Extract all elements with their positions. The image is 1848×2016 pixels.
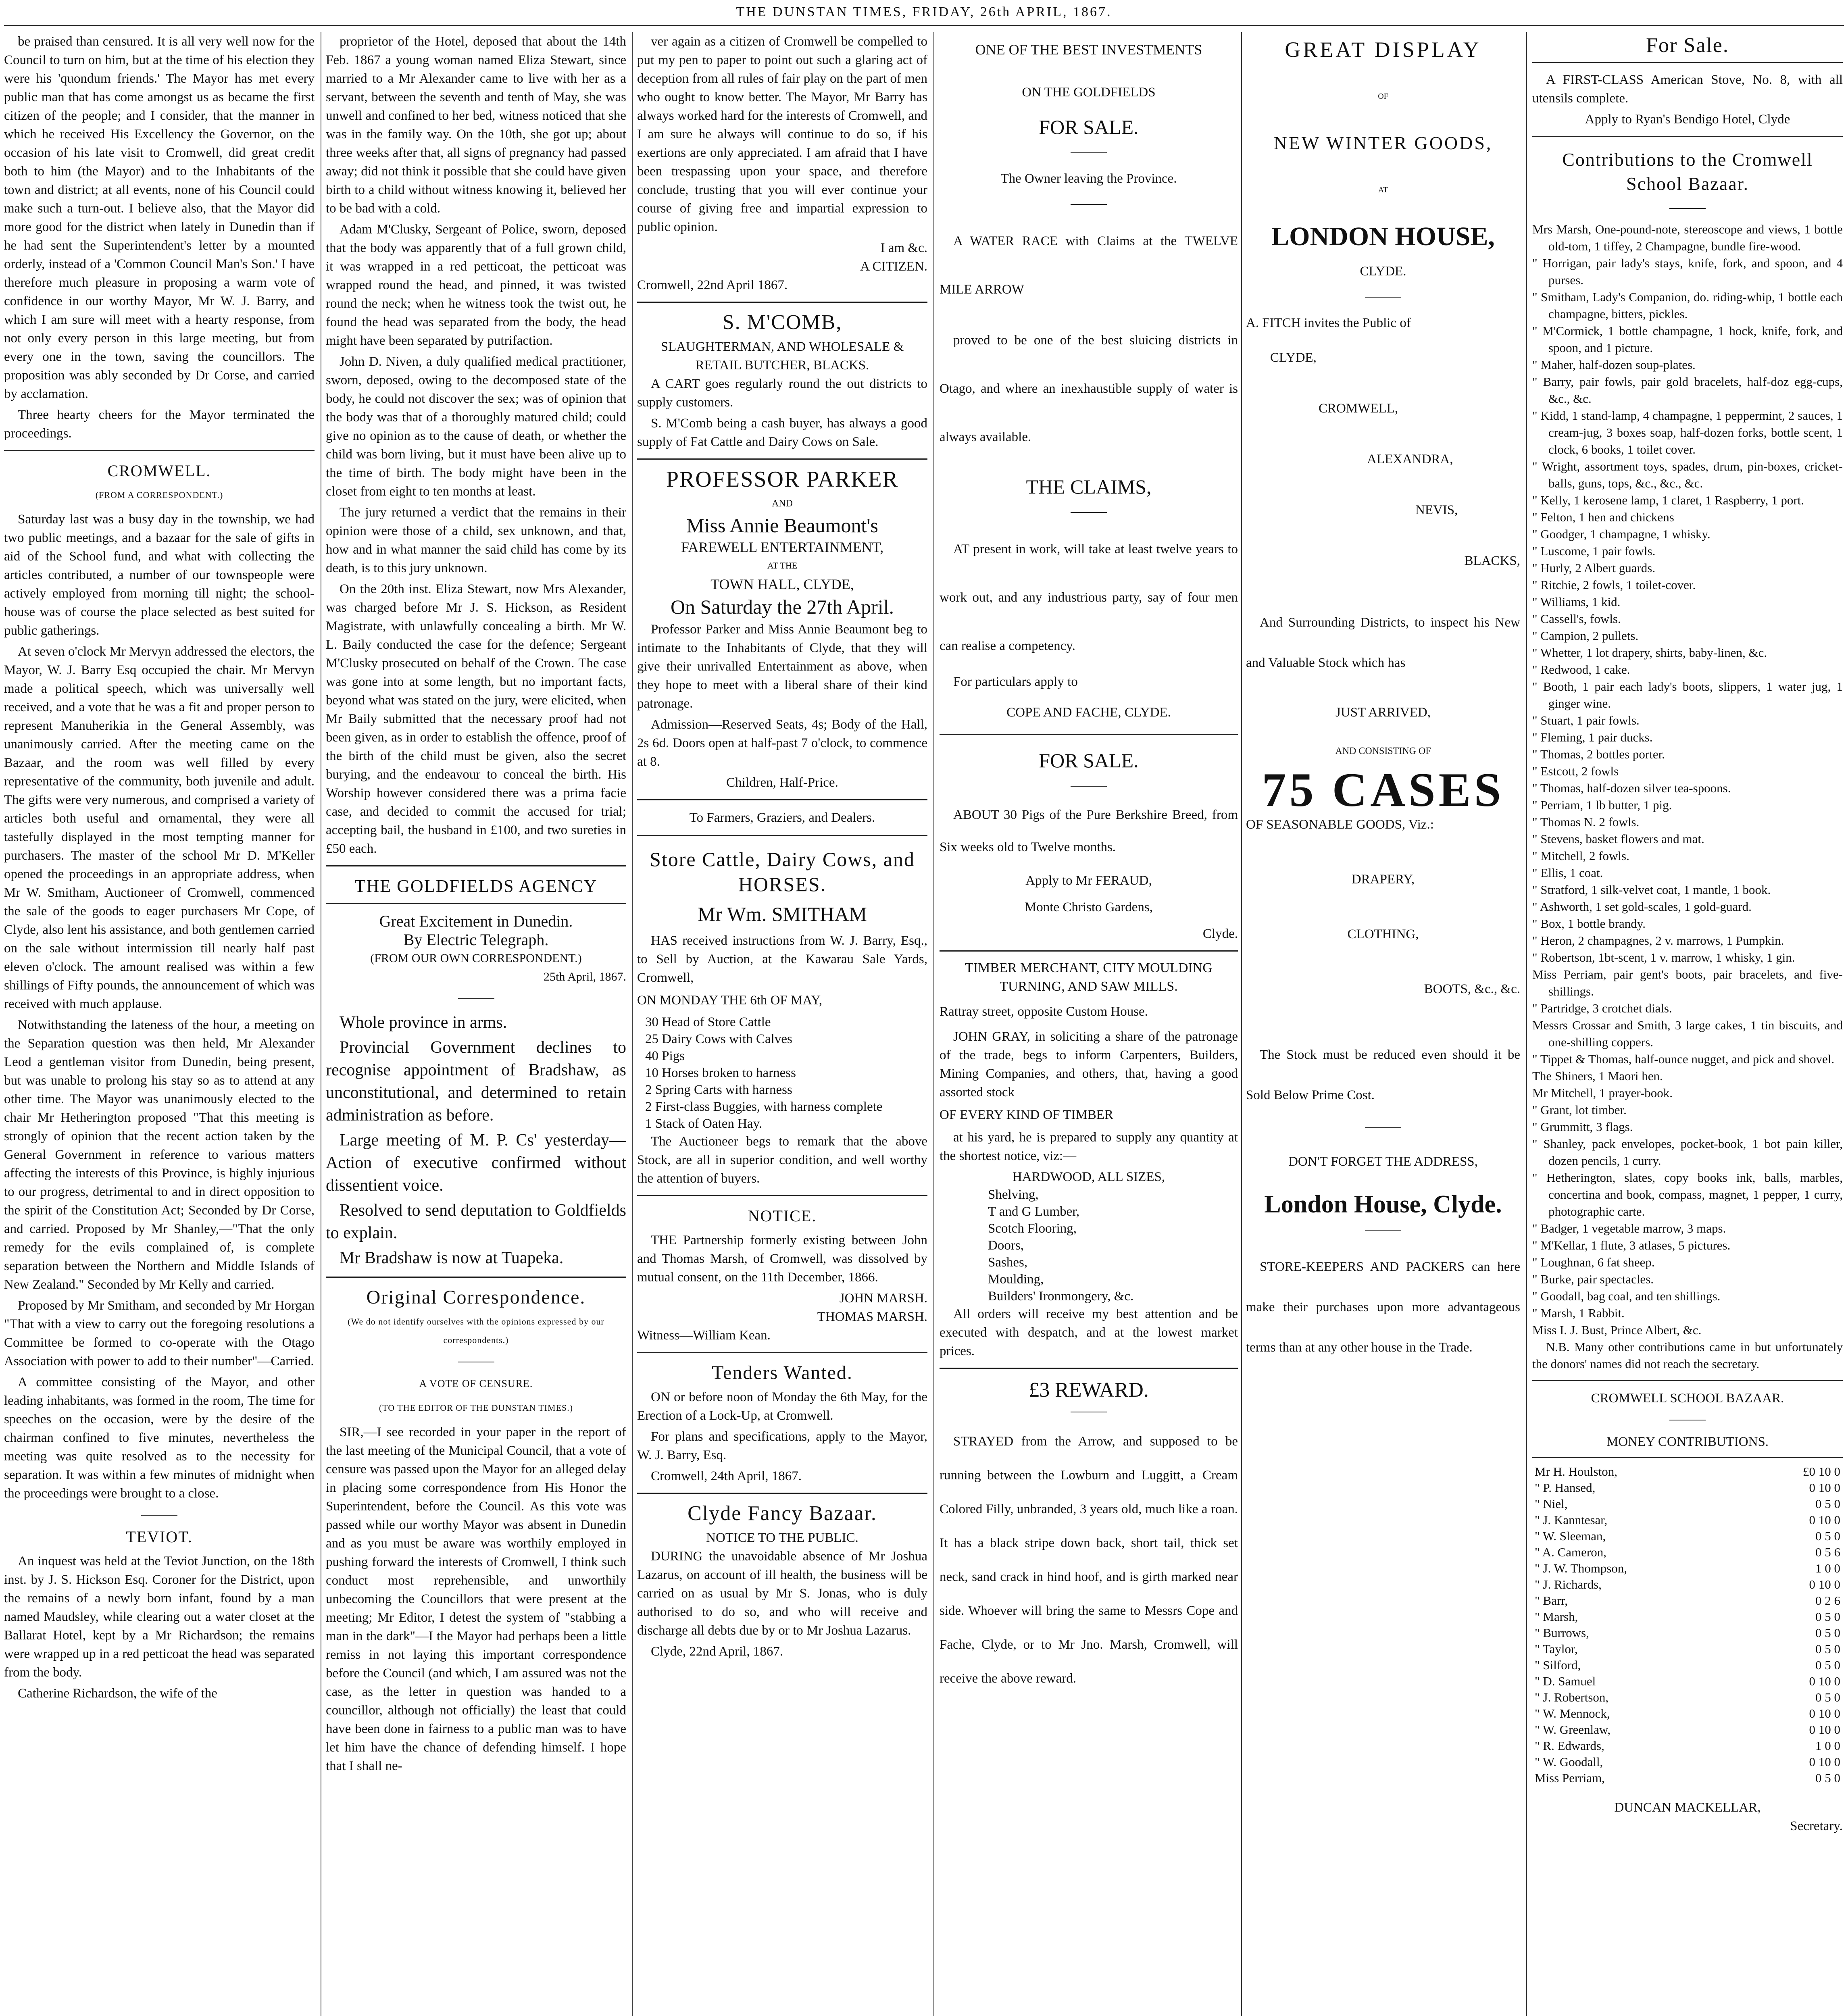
editorial-note: (We do not identify ourselves with the opinions expressed by our correspondents.) — [348, 1316, 604, 1345]
divider — [940, 1368, 1238, 1369]
ad-paragraph: The Stock must be reduced even should it be Sold Below Prime Cost. — [1246, 1048, 1520, 1102]
ad-text: Rattray street, opposite Custom House. — [940, 1004, 1148, 1019]
ad-text: FAREWELL ENTERTAINMENT, — [681, 539, 884, 555]
ad-subheading: NOTICE TO THE PUBLIC. — [706, 1531, 858, 1545]
telegram-headline: Great Excitement in Dunedin. — [379, 912, 573, 930]
ad-heading: NEW WINTER GOODS, — [1273, 133, 1493, 153]
donation-amount: 0 5 0 — [1815, 1690, 1840, 1704]
ad-paragraph: Cromwell, 24th April, 1867. — [651, 1469, 802, 1483]
donation-amount: 0 10 0 — [1809, 1513, 1840, 1527]
list-item: The Shiners, 1 Maori hen. — [1532, 1069, 1663, 1083]
list-item: 40 Pigs — [645, 1049, 685, 1063]
ad-heading: S. M'COMB, — [722, 311, 842, 334]
ad-text: AT THE — [767, 560, 798, 571]
list-item: " Cassell's, fowls. — [1532, 612, 1621, 626]
donation-amount: 0 5 0 — [1815, 1642, 1840, 1656]
ad-heading: Clyde Fancy Bazaar. — [688, 1502, 877, 1525]
donor-name: " W. Mennock, — [1535, 1706, 1610, 1720]
donor-name: " W. Greenlaw, — [1535, 1722, 1610, 1737]
donation-amount: 0 10 0 — [1809, 1577, 1840, 1591]
ad-heading: For Sale. — [1646, 34, 1729, 57]
list-item: " Hurly, 2 Albert guards. — [1532, 561, 1656, 575]
ad-paragraph: STORE-KEEPERS AND PACKERS can here make their purchases upon more advantageous terms than at any other house in the Trade. — [1246, 1260, 1520, 1355]
table-row — [1532, 1770, 1843, 1786]
donation-amount: 1 0 0 — [1815, 1739, 1840, 1753]
table-row — [1532, 1512, 1843, 1528]
town-name: BLACKS, — [1464, 554, 1520, 568]
divider — [326, 865, 626, 866]
list-item: " Goodall, bag coal, and ten shillings. — [1532, 1289, 1721, 1303]
list-item: " Tippet & Thomas, half-ounce nugget, and pick and shovel. — [1532, 1052, 1835, 1066]
timber-items — [940, 1186, 1238, 1305]
article-paragraph: ver again as a citizen of Cromwell be compelled to put my pen to paper to point out such a glaring act of deception from all rules of fair play on the part of men who ought to know better. The Mayor, Mr Barry has always worked hard for the interests of Cromwell, and I am sure he always will continue to do so, if his exertions are only appreciated. I am afraid that I have been trespassing upon your space, and therefore conclude, trusting that you will ever continue your course of giving free and impartial expression to public opinion. — [637, 34, 927, 234]
ad-heading: THE CLAIMS, — [1026, 475, 1152, 498]
article-paragraph: An inquest was held at the Teviot Junction, on the 18th inst. by J. S. Hickson Esq. Coroner for the District, upon the remains of a newly born infant, found by a man named Maudsley, while clearing out a water closet at the Ballarat Hotel, kept by a Mr Richardson; the remains were wrapped up in a red petticoat the head was separated from the body. — [4, 1554, 315, 1680]
ad-paragraph: S. M'Comb being a cash buyer, has always a good supply of Fat Cattle and Dairy Cows on Sale. — [637, 416, 927, 449]
ad-heading: Store Cattle, Dairy Cows, and HORSES. — [650, 848, 915, 896]
list-item: " Mitchell, 2 fowls. — [1532, 849, 1629, 863]
list-item: " Robertson, 1bt-scent, 1 v. marrow, 1 whisky, 1 gin. — [1532, 950, 1795, 964]
ad-paragraph: Admission—Reserved Seats, 4s; Body of the Hall, 2s 6d. Doors open at half-past 7 o'clock, to commence at 8. — [637, 717, 927, 769]
ad-text: DON'T FORGET THE ADDRESS, — [1288, 1154, 1478, 1169]
ad-heading: £3 REWARD. — [1029, 1379, 1149, 1402]
ad-paragraph: The Auctioneer begs to remark that the above Stock, are all in superior condition, and well worthy the attention of buyers. — [637, 1134, 927, 1186]
list-item: 30 Head of Store Cattle — [645, 1015, 771, 1029]
list-item: " Estcott, 2 fowls — [1532, 764, 1619, 778]
donation-amount: 0 5 0 — [1815, 1626, 1840, 1640]
donation-amount: 1 0 0 — [1815, 1561, 1840, 1575]
donor-name: " R. Edwards, — [1535, 1739, 1604, 1753]
donation-amount: 0 10 0 — [1809, 1722, 1840, 1737]
ad-paragraph: N.B. Many other contributions came in but unfortunately the donors' names did not reach the secretary. — [1532, 1340, 1843, 1371]
ad-paragraph: A CART goes regularly round the out districts to supply customers. — [637, 377, 927, 410]
list-item: Moulding, — [988, 1272, 1044, 1287]
list-item: Miss I. J. Bust, Prince Albert, &c. — [1532, 1323, 1702, 1337]
divider — [637, 1352, 927, 1353]
list-item: " Felton, 1 hen and chickens — [1532, 510, 1674, 524]
divider — [637, 1493, 927, 1494]
ad-text: Witness—William Kean. — [637, 1328, 771, 1343]
ad-subheading: SLAUGHTERMAN, AND WHOLESALE & RETAIL BUTCHER, BLACKS. — [660, 339, 904, 373]
list-item: Doors, — [988, 1238, 1024, 1253]
list-item: " Smitham, Lady's Companion, do. riding-whip, 1 bottle each champagne, bitters, pickles. — [1532, 290, 1843, 321]
column-rule — [632, 32, 633, 2016]
table-row — [1532, 1689, 1843, 1706]
goods-kind: BOOTS, &c., &c. — [1424, 982, 1520, 996]
article-paragraph: Adam M'Clusky, Sergeant of Police, sworn, deposed that the body was apparently that of a full grown child, it was wrapped in a red petticoat, the petticoat was wrapped round the head, and pinned, it was twisted round the neck; when he witness took the twist out, he found the head was separated from the body, the head might have been separated by putrifaction. — [326, 222, 626, 348]
ad-paragraph: Professor Parker and Miss Annie Beaumont beg to intimate to the Inhabitants of Clyde, that they will give their unrivalled Entertainment as above, when they hope to meet with a liberal share of their kind patronage. — [637, 622, 927, 711]
list-item: " Thomas, 2 bottles porter. — [1532, 747, 1665, 761]
list-item: " Barry, pair fowls, pair gold bracelets, half-doz egg-cups, &c., &c. — [1532, 375, 1843, 406]
divider — [637, 302, 927, 303]
list-item: Scotch Flooring, — [988, 1221, 1077, 1236]
list-item: Sashes, — [988, 1255, 1028, 1270]
list-item: " Horrigan, pair lady's stays, knife, fork, and spoon, and 4 purses. — [1532, 256, 1843, 287]
divider — [940, 950, 1238, 952]
donor-name: " Barr, — [1535, 1593, 1568, 1608]
list-item: Miss Perriam, pair gent's boots, pair bracelets, and five-shillings. — [1532, 967, 1843, 998]
ad-paragraph: And Surrounding Districts, to inspect his New and Valuable Stock which has — [1246, 615, 1520, 670]
column-6 — [1532, 32, 1843, 2016]
divider — [1365, 1230, 1401, 1231]
article-paragraph: be praised than censured. It is all very well now for the Council to turn on him, but at the time of his election they were his 'quondum friends.' The Mayor has met every public man that has come amongst us as became the first citizen of the people; and I consider, that the manner in which he received His Excellency the Governor, on the occasion of his late visit to Cromwell, did great credit both to him (the Mayor) and to the Inhabitants of the town and district; at all events, none of his Council could make such a turn-out. I believe also, that the Mayor did more good for the district when lately in Dunedin than if he had sent the Superintendent's letter by a mounted orderly, instead of a 'Common Council Man's Son.' I have therefore much pleasure in proposing a warm vote of confidence in our worthy Mayor, Mr W. J. Barry, and which I am sure will meet with a hearty response, from not only every person in this large meeting, but from every one in the town, saving the councillors. The proposition was ably seconded by Dr Corse, and carried by acclamation. — [4, 34, 315, 401]
ad-text: Apply to Ryan's Bendigo Hotel, Clyde — [1585, 112, 1790, 127]
ad-text: Clyde. — [1202, 927, 1238, 941]
column-5 — [1246, 32, 1520, 2016]
telegram-item: Large meeting of M. P. Cs' yesterday—Action of executive confirmed without dissentient voice. — [326, 1131, 626, 1195]
ad-signature: THOMAS MARSH. — [817, 1310, 927, 1324]
section-heading: CROMWELL. — [107, 462, 211, 480]
article-paragraph: Saturday last was a busy day in the township, we had two public meetings, and a bazaar for the sale of gifts in aid of the School fund, and what with collecting the articles contributed, a number of our townspeople were actively employed from morning till night; the school-house was of course the place selected as best suited for public gatherings. — [4, 512, 315, 638]
ad-paragraph: ABOUT 30 Pigs of the Pure Berkshire Breed, from Six weeks old to Twelve months. — [940, 808, 1238, 854]
list-item: T and G Lumber, — [988, 1204, 1080, 1219]
ad-paragraph: DURING the unavoidable absence of Mr Joshua Lazarus, on account of ill health, the business will be carried on as usual by Mr S. Jonas, who is duly authorised to do so, and who will receive and discharge all debts due by or to Mr Joshua Lazarus. — [637, 1549, 927, 1638]
divider — [1071, 512, 1107, 513]
divider — [4, 450, 315, 451]
donor-name: " Silford, — [1535, 1658, 1581, 1672]
divider — [326, 1277, 626, 1278]
donor-name: " J. Robertson, — [1535, 1690, 1609, 1704]
divider — [637, 799, 927, 800]
column-4 — [940, 32, 1238, 2016]
list-item: " Partridge, 3 crotchet dials. — [1532, 1001, 1672, 1015]
ad-heading: FOR SALE. — [1039, 116, 1139, 138]
town-name: CROMWELL, — [1319, 401, 1398, 416]
ad-text: OF SEASONABLE GOODS, Viz.: — [1246, 817, 1434, 832]
list-item: 2 First-class Buggies, with harness complete — [645, 1100, 883, 1114]
list-item: " Burke, pair spectacles. — [1532, 1272, 1654, 1286]
ad-heading: LONDON HOUSE, — [1271, 222, 1495, 251]
ad-paragraph: JOHN GRAY, in soliciting a share of the patronage of the trade, begs to inform Carpenters, Builders, Mining Companies, and others, that, having a good assorted stock — [940, 1029, 1238, 1100]
column-3 — [637, 32, 927, 2016]
signature: DUNCAN MACKELLAR, — [1614, 1800, 1761, 1815]
ad-text: To Farmers, Graziers, and Dealers. — [689, 810, 875, 825]
table-row — [1532, 1560, 1843, 1577]
donor-name: " D. Samuel — [1535, 1674, 1596, 1688]
ad-paragraph: Clyde, 22nd April, 1867. — [651, 1644, 783, 1659]
letter-address: (TO THE EDITOR OF THE DUNSTAN TIMES.) — [379, 1403, 573, 1413]
contribution-list — [1532, 221, 1843, 1339]
section-heading: Original Correspondence. — [366, 1287, 586, 1308]
list-item: " Grummitt, 3 flags. — [1532, 1120, 1633, 1134]
ad-paragraph: ON or before noon of Monday the 6th May, for the Erection of a Lock-Up, at Cromwell. — [637, 1390, 927, 1423]
list-item: " Grant, lot timber. — [1532, 1103, 1627, 1117]
article-paragraph: proprietor of the Hotel, deposed that about the 14th Feb. 1867 a young woman named Eliza Stewart, since married to a Mr Alexander came to live with her as a servant, between the seventh and tenth of May, she was unwell and confined to her bed, witness noticed that she was in the family way. On the 10th, she got up; about three weeks after that, all signs of pregnancy had passed away; did not think it possible that she could have given birth to a child without witness knowing it, believed her to be bad with a cold. — [326, 34, 626, 216]
divider — [1071, 204, 1107, 205]
list-item: " Goodger, 1 champagne, 1 whisky. — [1532, 527, 1710, 541]
list-item: " Maher, half-dozen soup-plates. — [1532, 358, 1696, 372]
ad-heading: Tenders Wanted. — [712, 1362, 853, 1383]
donation-amount: 0 2 6 — [1815, 1593, 1840, 1608]
list-item: " Perriam, 1 lb butter, 1 pig. — [1532, 798, 1672, 812]
list-item: 10 Horses broken to harness — [645, 1066, 796, 1080]
table-row — [1532, 1544, 1843, 1560]
list-item: " Booth, 1 pair each lady's boots, slippers, 1 water jug, 1 ginger wine. — [1532, 679, 1843, 710]
column-rule — [1526, 32, 1527, 2016]
donation-amount: 0 5 0 — [1815, 1529, 1840, 1543]
letter-signoff: I am &c. — [880, 241, 927, 255]
ad-heading: London House, Clyde. — [1264, 1191, 1502, 1218]
donor-name: Miss Perriam, — [1535, 1771, 1605, 1785]
list-item: " Campion, 2 pullets. — [1532, 629, 1639, 643]
list-item: Builders' Ironmongery, &c. — [988, 1289, 1134, 1304]
ad-text: Apply to Mr FERAUD, — [1025, 873, 1152, 888]
town-name: CLYDE, — [1270, 350, 1317, 365]
ad-paragraph: STRAYED from the Arrow, and supposed to be running between the Lowburn and Luggitt, a Cream Colored Filly, unbranded, 3 years old, much like a roan. It has a black stripe down back, short tail, thick set neck, sand crack in hind hoof, and is girth marked near side. Whoever will bring the same to Messrs Cope and Fache, Clyde, or to Mr Jno. Marsh, Cromwell, will receive the above reward. — [940, 1434, 1238, 1686]
article-paragraph: Catherine Richardson, the wife of the — [18, 1686, 217, 1701]
donation-amount: 0 5 0 — [1815, 1658, 1840, 1672]
article-paragraph: John D. Niven, a duly qualified medical practitioner, sworn, deposed, owing to the decomposed state of the body, he could not discover the sex; was of opinion that the body was that of a thoroughly matured child; could give no opinion as to the cause of death, or whether the child was born living, but it must have been alive up to the time of birth. The body might have been in the closet from eight to ten months at least. — [326, 354, 626, 499]
letter-dateline: Cromwell, 22nd April 1867. — [637, 278, 788, 292]
divider — [1669, 208, 1706, 209]
ad-paragraph: For plans and specifications, apply to the Mayor, W. J. Barry, Esq. — [637, 1429, 927, 1462]
table-row — [1532, 1754, 1843, 1770]
ad-text: AND — [772, 498, 793, 509]
ad-paragraph: HAS received instructions from W. J. Barry, Esq., to Sell by Auction, at the Kawarau Sale Yards, Cromwell, — [637, 933, 927, 985]
table-row — [1532, 1593, 1843, 1609]
telegram-source: (FROM OUR OWN CORRESPONDENT.) — [370, 952, 582, 965]
auction-items — [637, 1014, 927, 1132]
list-item: 2 Spring Carts with harness — [645, 1083, 792, 1097]
ad-text: Monte Christo Gardens, — [1024, 900, 1153, 914]
section-heading: THE GOLDFIELDS AGENCY — [354, 876, 598, 896]
donation-amount: £0 10 0 — [1803, 1464, 1840, 1479]
list-item: Messrs Crossar and Smith, 3 large cakes, 1 tin biscuits, and one-shilling coppers. — [1532, 1018, 1843, 1049]
table-row — [1532, 1480, 1843, 1496]
ad-text: Children, Half-Price. — [726, 775, 838, 790]
divider — [1365, 297, 1401, 298]
donation-amount: 0 10 0 — [1809, 1755, 1840, 1769]
list-item: " Heron, 2 champagnes, 2 v. marrows, 1 Pumpkin. — [1532, 933, 1784, 948]
telegram-item: Resolved to send deputation to Goldfields to explain. — [326, 1201, 626, 1242]
telegram-item: Mr Bradshaw is now at Tuapeka. — [340, 1249, 564, 1267]
donation-amount: 0 10 0 — [1809, 1674, 1840, 1688]
ad-heading: TIMBER MERCHANT, CITY MOULDING TURNING, AND SAW MILLS. — [965, 960, 1213, 994]
ad-text: AT — [1378, 185, 1388, 194]
list-item: " Kidd, 1 stand-lamp, 4 champagne, 1 peppermint, 2 sauces, 1 cream-jug, 3 boxes soap, half-dozen forks, bottle scent, 1 clock, 6 books, 1 toilet cover. — [1532, 408, 1843, 456]
ad-heading: GREAT DISPLAY — [1285, 37, 1481, 62]
ad-text: OF — [1378, 92, 1388, 101]
divider — [637, 458, 927, 460]
ad-paragraph: AT present in work, will take at least twelve years to work out, and any industrious party, say of four men can realise a competency. — [940, 542, 1238, 653]
table-row — [1532, 1464, 1843, 1480]
donor-name: " J. Kanntesar, — [1535, 1513, 1608, 1527]
divider — [458, 998, 494, 999]
ad-text: The Owner leaving the Province. — [1000, 171, 1177, 186]
list-item: " Fleming, 1 pair ducks. — [1532, 730, 1653, 744]
ad-heading: PROFESSOR PARKER — [666, 467, 899, 492]
list-item: " Marsh, 1 Rabbit. — [1532, 1306, 1625, 1320]
telegram-date: 25th April, 1867. — [543, 970, 626, 983]
donation-amount: 0 5 6 — [1815, 1545, 1840, 1559]
list-item: 25 Dairy Cows with Calves — [645, 1032, 792, 1046]
ad-heading: ONE OF THE BEST INVESTMENTS — [975, 42, 1202, 58]
table-row — [1532, 1657, 1843, 1673]
list-item: " Stevens, basket flowers and mat. — [1532, 832, 1704, 846]
list-item: 1 Stack of Oaten Hay. — [645, 1116, 763, 1131]
donation-amount: 0 10 0 — [1809, 1706, 1840, 1720]
divider — [637, 835, 927, 836]
town-name: NEVIS, — [1415, 503, 1458, 517]
list-item: Shelving, — [988, 1187, 1039, 1202]
letter-signature: A CITIZEN. — [860, 259, 927, 274]
divider — [637, 1195, 927, 1196]
list-item: " Badger, 1 vegetable marrow, 3 maps. — [1532, 1221, 1726, 1235]
table-row — [1532, 1496, 1843, 1512]
article-paragraph: On the 20th inst. Eliza Stewart, now Mrs Alexander, was charged before Mr J. S. Hickson, as Resident Magistrate, with unlawfully concealing a birth. Mr W. L. Baily conducted the case for the defence; Sergeant M'Clusky prosecuted on behalf of the Crown. The case was gone into at some length, but no important facts, beyond what was stated on the jury, were elicited, when Mr Baily submitted that the necessary proof had not been given, as in order to establish the offence, proof of the birth of the child must be given, also the secret burying, and the endeavour to conceal the birth. His Worship however considered there was a prima facie case, and decided to commit the accused for trial; accepting bail, the husband in £100, and two sureties in £50 each. — [326, 582, 626, 856]
table-row — [1532, 1609, 1843, 1625]
list-item: Mr Mitchell, 1 prayer-book. — [1532, 1086, 1673, 1100]
money-table — [1532, 1464, 1843, 1786]
table-row — [1532, 1722, 1843, 1738]
list-item: " Luscome, 1 pair fowls. — [1532, 544, 1656, 558]
table-row — [1532, 1706, 1843, 1722]
list-item: " Wright, assortment toys, spades, drum, pin-boxes, cricket-balls, guns, tops, &c., &c., &c. — [1532, 459, 1843, 490]
list-item: " Shanley, pack envelopes, pocket-book, 1 bot pain killer, dozen pencils, 1 curry. — [1532, 1137, 1843, 1168]
divider — [1071, 786, 1107, 787]
ad-text: OF EVERY KIND OF TIMBER — [940, 1108, 1113, 1122]
list-item: " Ellis, 1 coat. — [1532, 866, 1603, 880]
donor-name: " A. Cameron, — [1535, 1545, 1606, 1559]
donor-name: " Burrows, — [1535, 1626, 1589, 1640]
ad-paragraph: A FIRST-CLASS American Stove, No. 8, with all utensils complete. — [1532, 73, 1843, 106]
divider — [141, 1515, 177, 1516]
column-rule — [933, 32, 934, 2016]
donor-name: " P. Hansed, — [1535, 1481, 1596, 1495]
article-paragraph: Three hearty cheers for the Mayor terminated the proceedings. — [4, 408, 315, 441]
list-item: " Stuart, 1 pair fowls. — [1532, 713, 1640, 727]
divider — [1532, 136, 1843, 137]
donor-name: " Taylor, — [1535, 1642, 1578, 1656]
masthead-rule — [4, 25, 1844, 26]
article-paragraph: Proposed by Mr Smitham, and seconded by Mr Horgan "That with a view to carry out the foregoing resolutions a Committee be formed to co-operate with the Otago Association with power to add to their number"—Carried. — [4, 1298, 315, 1368]
ad-text: ON MONDAY THE 6th OF MAY, — [637, 993, 823, 1008]
table-row — [1532, 1673, 1843, 1689]
article-paragraph: SIR,—I see recorded in your paper in the report of the last meeting of the Municipal Council, that a vote of censure was passed upon the Mayor for an alleged delay in placing some correspondence from His Honor the Superintendent, before the Council. As this vote was passed while our worthy Mayor was absent in Dunedin and as you must be aware was worthily employed in pushing forward the interests of Cromwell, I think such conduct most reprehensible, and unworthily unbecoming the Councillors that were present at the meeting; Mr Editor, I detest the system of "stabbing a man in the dark"—I the Mayor had perhaps been a little remiss in not laying this important correspondence before the Council (and which, I am assured was not the case, as the letter in question was handed to a councillor, although not officially) the least that could have been done in fairness to a public man was to have let him have the chance of defending himself. I hope that I shall ne- — [326, 1425, 626, 1773]
ad-text: TOWN HALL, CLYDE, — [710, 576, 854, 592]
list-item: " Ritchie, 2 fowls, 1 toilet-cover. — [1532, 578, 1696, 592]
list-item: " Hetherington, slates, copy books ink, balls, marbles, concertina and book, compass, magnet, 1 pepper, 1 curry, photographic carte. — [1532, 1170, 1843, 1218]
section-subheading: (FROM A CORRESPONDENT.) — [95, 490, 223, 500]
donation-amount: 0 10 0 — [1809, 1481, 1840, 1495]
list-item: " Whetter, 1 lot drapery, shirts, baby-linen, &c. — [1532, 646, 1767, 660]
donor-name: " Marsh, — [1535, 1610, 1578, 1624]
ad-paragraph: proved to be one of the best sluicing districts in Otago, and where an inexhaustible supply of water is always available. — [940, 333, 1238, 444]
divider — [326, 903, 626, 904]
divider — [1071, 152, 1107, 153]
table-row — [1532, 1738, 1843, 1754]
section-subheading: MONEY CONTRIBUTIONS. — [1606, 1435, 1769, 1449]
divider — [1365, 1127, 1401, 1128]
ad-text: CLYDE. — [1360, 264, 1406, 279]
ad-paragraph: at his yard, he is prepared to supply any quantity at the shortest notice, viz:— — [940, 1130, 1238, 1163]
donor-name: " J. Richards, — [1535, 1577, 1602, 1591]
article-paragraph: At seven o'clock Mr Mervyn addressed the electors, the Mayor, W. J. Barry Esq occupied the chair. Mr Mervyn made a political speech, which was universally well received, and a vote that he was a fit and proper person to represent Manuherikia in the General Assembly, was unanimously carried. After the meeting came on the Bazaar, and the room was well filled by every representative of the community, both juvenile and adult. The gifts were very numerous, and comprised a variety of articles both useful and ornamental, they were all tastefully displayed in the most tempting manner for purchasers. The master of the school Mr D. M'Keller opened the proceedings in an appropriate address, when Mr W. Smitham, Auctioneer of Cromwell, commenced the sale of the goods to eager purchasers Mr Cope, of Clyde, also lent his assistance, and both gentlemen carried on the sale without intermission till nearly half past eleven o'clock. The amount realised was within a few shillings of Fifty pounds, the announcement of which was received with much applause. — [4, 644, 315, 1011]
ad-paragraph: All orders will receive my best attention and be executed with despatch, and at the lowest market prices. — [940, 1307, 1238, 1358]
ad-heading: 75 CASES — [1262, 763, 1504, 816]
donor-name: " W. Sleeman, — [1535, 1529, 1606, 1543]
ad-text: JUST ARRIVED, — [1335, 705, 1431, 720]
ad-heading: NOTICE. — [748, 1207, 817, 1225]
article-paragraph: Notwithstanding the lateness of the hour, a meeting on the Separation question was then held, Mr Alexander Leod a gentleman visitor from Dunedin, being present, but was unable to prolong his stay so as to attend at any other time. The Mayor was unanimously elected to the chair Mr Hetherington proposed "That this meeting is strongly of opinion that the recent action taken by the General Government in reference to various matters affecting the interests of this Province, is highly injurious to our progress, detrimental to and in direct opposition to the spirit of the Constitution Act; Seconded by Dr Corse, and carried. Proposed by Mr Shanley,—"That the only remedy for the evils complained of, is complete separation between the Northern and Middle Islands of New Zealand." Seconded by Mr Kelly and carried. — [4, 1018, 315, 1292]
donor-name: " W. Goodall, — [1535, 1755, 1603, 1769]
list-item: " M'Kellar, 1 flute, 3 atlases, 5 pictures. — [1532, 1238, 1731, 1252]
list-item: " Williams, 1 kid. — [1532, 595, 1621, 609]
masthead: THE DUNSTAN TIMES, FRIDAY, 26th APRIL, 1867. — [736, 4, 1112, 19]
list-item: " M'Cormick, 1 bottle champagne, 1 hock, knife, fork, and spoon, and 1 picture. — [1532, 324, 1843, 355]
ad-heading: FOR SALE. — [1039, 749, 1139, 772]
telegram-item: Provincial Government declines to recognise appointment of Bradshaw, as unconstitutional, and determined to retain administration as before. — [326, 1038, 626, 1125]
divider — [940, 734, 1238, 735]
ad-signature: JOHN MARSH. — [839, 1291, 927, 1306]
column-1 — [4, 32, 315, 2016]
column-rule — [1241, 32, 1242, 2016]
town-name: ALEXANDRA, — [1367, 452, 1453, 467]
goods-kind: CLOTHING, — [1347, 927, 1419, 941]
table-row — [1532, 1641, 1843, 1657]
list-item: " Stratford, 1 silk-velvet coat, 1 mantle, 1 book. — [1532, 883, 1771, 897]
ad-text: ON THE GOLDFIELDS — [1022, 85, 1156, 100]
divider — [1532, 1380, 1843, 1381]
section-heading: TEVIOT. — [126, 1528, 193, 1546]
donor-name: Mr H. Houlston, — [1535, 1464, 1617, 1479]
signature-title: Secretary. — [1790, 1819, 1843, 1833]
ad-text: AND CONSISTING OF — [1335, 746, 1431, 756]
list-item: " Ashworth, 1 set gold-scales, 1 gold-guard. — [1532, 900, 1752, 914]
donor-name: " J. W. Thompson, — [1535, 1561, 1627, 1575]
ad-text: HARDWOOD, ALL SIZES, — [1012, 1170, 1165, 1184]
column-2 — [326, 32, 626, 2016]
table-row — [1532, 1577, 1843, 1593]
goods-kind: DRAPERY, — [1351, 872, 1415, 887]
ad-paragraph: A WATER RACE with Claims at the TWELVE MILE ARROW — [940, 234, 1238, 297]
list-item: " Kelly, 1 kerosene lamp, 1 claret, 1 Raspberry, 1 port. — [1532, 493, 1804, 507]
telegram-item: Whole province in arms. — [340, 1013, 507, 1032]
ad-heading: On Saturday the 27th April. — [670, 596, 894, 618]
telegram-subhead: By Electric Telegraph. — [403, 931, 549, 949]
section-heading: Contributions to the Cromwell School Bazaar. — [1562, 149, 1813, 194]
list-item: " Loughnan, 6 fat sheep. — [1532, 1255, 1655, 1269]
divider — [1532, 62, 1843, 63]
donation-amount: 0 5 0 — [1815, 1771, 1840, 1785]
section-heading: CROMWELL SCHOOL BAZAAR. — [1591, 1391, 1784, 1406]
donation-amount: 0 5 0 — [1815, 1497, 1840, 1511]
list-item: " Thomas N. 2 fowls. — [1532, 815, 1640, 829]
donor-name: " Niel, — [1535, 1497, 1568, 1511]
list-item: " Redwood, 1 cake. — [1532, 662, 1630, 677]
table-row — [1532, 1528, 1843, 1544]
list-item: " Thomas, half-dozen silver tea-spoons. — [1532, 781, 1731, 795]
list-item: " Box, 1 bottle brandy. — [1532, 916, 1646, 931]
ad-heading: Mr Wm. SMITHAM — [698, 903, 867, 925]
ad-heading: Miss Annie Beaumont's — [686, 514, 878, 537]
ad-text: COPE AND FACHE, CLYDE. — [1006, 705, 1171, 720]
table-row — [1532, 1625, 1843, 1641]
article-paragraph: The jury returned a verdict that the remains in their opinion were those of a child, sex unknown, and that, how and in what manner the said child has come by its death, is to this jury unknown. — [326, 505, 626, 575]
ad-paragraph: THE Partnership formerly existing between John and Thomas Marsh, of Cromwell, was dissolved by mutual consent, on the 11th December, 1866. — [637, 1233, 927, 1285]
donation-amount: 0 5 0 — [1815, 1610, 1840, 1624]
ad-paragraph: For particulars apply to — [953, 675, 1078, 689]
divider — [1532, 1457, 1843, 1458]
article-paragraph: A committee consisting of the Mayor, and other leading inhabitants, was formed in the room, The time for speeches on the occasion, were by the desire of the chairman confined to five minutes, nevertheless the meeting was quite resolved as to the necessity for separation. It was within a few minutes of midnight when the proceedings were brought to a close. — [4, 1375, 315, 1501]
ad-text: A. FITCH invites the Public of — [1246, 316, 1411, 330]
letter-title: A VOTE OF CENSURE. — [419, 1378, 533, 1389]
list-item: Mrs Marsh, One-pound-note, stereoscope and views, 1 bottle old-tom, 1 tiffey, 2 Champagne, bundle fire-wood. — [1532, 222, 1843, 253]
